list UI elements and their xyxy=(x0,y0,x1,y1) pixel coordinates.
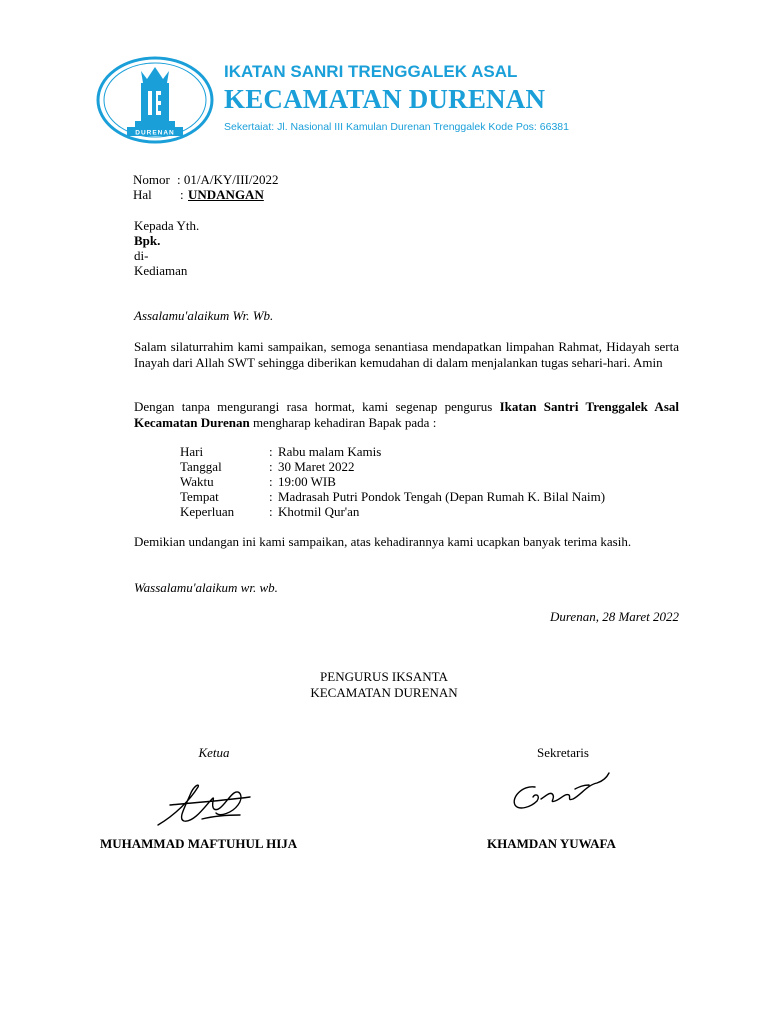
paragraph-invitation xyxy=(134,399,679,430)
nomor-label: Nomor xyxy=(133,172,170,187)
hal-label: Hal xyxy=(133,187,152,202)
detail-value-tempat: Madrasah Putri Pondok Tengah (Depan Rumah K. Bilal Naim) xyxy=(278,489,606,504)
greeting: Assalamu'alaikum Wr. Wb. xyxy=(134,308,274,323)
left-signature-image xyxy=(150,775,260,830)
detail-label-tanggal: Tanggal xyxy=(180,459,222,474)
detail-colon: : xyxy=(269,474,273,489)
detail-label-waktu: Waktu xyxy=(180,474,214,489)
left-signer-title: Ketua xyxy=(198,745,230,760)
paragraph-closing: Demikian undangan ini kami sampaikan, atas kehadirannya kami ucapkan banyak terima kasih. xyxy=(134,534,632,549)
detail-label-keperluan: Keperluan xyxy=(180,504,235,519)
left-signer-name: MUHAMMAD MAFTUHUL HIJA xyxy=(100,836,298,851)
logo-text: DURENAN xyxy=(135,129,175,137)
paragraph-invitation-suffix: mengharap kehadiran Bapak pada : xyxy=(249,414,437,430)
paragraph-opening: Salam silaturrahim kami sampaikan, semoga senantiasa mendapatkan limpahan Rahmat, Hidayah serta Inayah dari Allah SWT sehingga diberikan kemudahan di dalam menjalankan tugas sehari-hari. Amin xyxy=(134,339,679,370)
organization-logo xyxy=(95,55,215,145)
recipient-line4: Kediaman xyxy=(134,263,188,278)
detail-value-hari: Rabu malam Kamis xyxy=(278,444,382,459)
detail-colon: : xyxy=(269,444,273,459)
detail-label-hari: Hari xyxy=(180,444,204,459)
detail-label-tempat: Tempat xyxy=(180,489,219,504)
detail-colon: : xyxy=(269,489,273,504)
detail-value-keperluan: Khotmil Qur'an xyxy=(278,504,360,519)
detail-colon: : xyxy=(269,504,273,519)
org-name-line2: KECAMATAN DURENAN xyxy=(224,84,546,114)
detail-value-tanggal: 30 Maret 2022 xyxy=(278,459,355,474)
place-date: Durenan, 28 Maret 2022 xyxy=(549,609,679,624)
right-signer-title: Sekretaris xyxy=(537,745,589,760)
detail-colon: : xyxy=(269,459,273,474)
org-name-line1: IKATAN SANRI TRENGGALEK ASAL xyxy=(224,62,518,81)
hal-colon: : xyxy=(180,187,184,202)
recipient-line2: Bpk. xyxy=(134,233,161,248)
signature-org-line2: KECAMATAN DURENAN xyxy=(310,685,458,700)
hal-value: UNDANGAN xyxy=(188,187,264,202)
detail-value-waktu: 19:00 WIB xyxy=(278,474,336,489)
farewell: Wassalamu'alaikum wr. wb. xyxy=(134,580,278,595)
paragraph-invitation-prefix: Dengan tanpa mengurangi rasa hormat, kami segenap pengurus xyxy=(134,399,500,414)
nomor-value: : 01/A/KY/III/2022 xyxy=(177,172,279,187)
recipient-line1: Kepada Yth. xyxy=(134,218,200,233)
right-signer-name: KHAMDAN YUWAFA xyxy=(487,836,616,851)
paragraph-invitation-org: Ikatan Santri Trenggalek Asal Kecamatan Durenan xyxy=(134,399,679,430)
signature-org-line1: PENGURUS IKSANTA xyxy=(320,669,448,684)
recipient-line3: di- xyxy=(134,248,149,263)
org-address: Sekertaiat: Jl. Nasional III Kamulan Durenan Trenggalek Kode Pos: 66381 xyxy=(224,121,569,133)
right-signature-image xyxy=(505,765,615,815)
